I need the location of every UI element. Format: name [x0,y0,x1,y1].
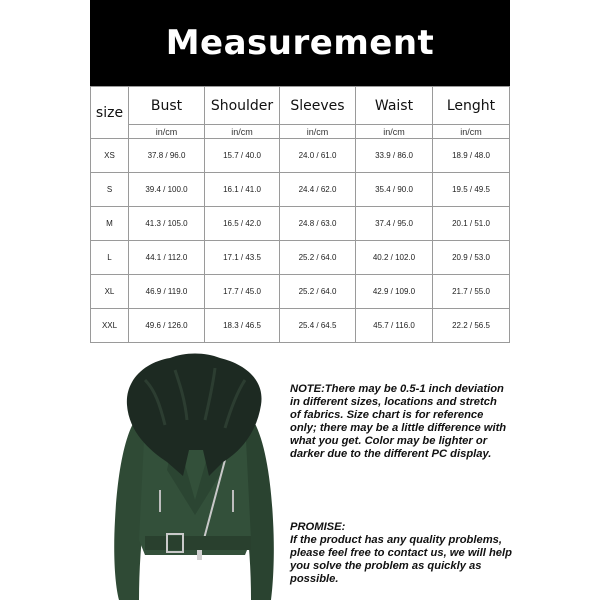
unit-label: in/cm [205,125,280,139]
waist-cell: 40.2 / 102.0 [356,241,433,275]
waist-cell: 37.4 / 95.0 [356,207,433,241]
promise-text: If the product has any quality problems, please feel free to contact us, we will help you solve the problem as quickly as possible. [290,534,512,585]
bust-cell: 49.6 / 126.0 [129,309,205,343]
sleeves-cell: 25.2 / 64.0 [280,275,356,309]
bust-cell: 46.9 / 119.0 [129,275,205,309]
waist-cell: 33.9 / 86.0 [356,139,433,173]
note-text: NOTE:There may be 0.5-1 inch deviation in different sizes, locations and stretch of fabrics. Size chart is for reference only; there may be a little difference with what you get. Color may be lighter or darker due to the different PC display. [290,383,507,460]
size-cell: XS [91,139,129,173]
table-header-row [91,87,510,125]
length-cell: 20.1 / 51.0 [433,207,510,241]
shoulder-cell: 17.7 / 45.0 [205,275,280,309]
column-header-size: size [91,87,129,139]
shoulder-cell: 18.3 / 46.5 [205,309,280,343]
table-row [91,139,510,173]
column-header-waist: Waist [356,87,433,125]
bust-cell: 41.3 / 105.0 [129,207,205,241]
waist-cell: 35.4 / 90.0 [356,173,433,207]
column-header-bust: Bust [129,87,205,125]
jacket-image [105,350,285,600]
shoulder-cell: 17.1 / 43.5 [205,241,280,275]
table-row [91,173,510,207]
column-header-shoulder: Shoulder [205,87,280,125]
sleeves-cell: 25.2 / 64.0 [280,241,356,275]
table-row [91,207,510,241]
size-cell: S [91,173,129,207]
sleeves-cell: 24.4 / 62.0 [280,173,356,207]
shoulder-cell: 16.1 / 41.0 [205,173,280,207]
table-row [91,275,510,309]
column-header-sleeves: Sleeves [280,87,356,125]
length-cell: 22.2 / 56.5 [433,309,510,343]
length-cell: 21.7 / 55.0 [433,275,510,309]
header-banner [90,0,510,86]
promise-title: PROMISE: [290,521,346,533]
size-cell: XL [91,275,129,309]
bust-cell: 44.1 / 112.0 [129,241,205,275]
waist-cell: 45.7 / 116.0 [356,309,433,343]
belt [145,536,251,550]
shoulder-cell: 15.7 / 40.0 [205,139,280,173]
size-cell: XXL [91,309,129,343]
length-cell: 19.5 / 49.5 [433,173,510,207]
bust-cell: 37.8 / 96.0 [129,139,205,173]
unit-label: in/cm [129,125,205,139]
unit-label: in/cm [280,125,356,139]
unit-row [91,125,510,139]
size-cell: L [91,241,129,275]
table-row [91,309,510,343]
waist-cell: 42.9 / 109.0 [356,275,433,309]
sleeves-cell: 24.0 / 61.0 [280,139,356,173]
size-cell: M [91,207,129,241]
unit-label: in/cm [356,125,433,139]
length-cell: 20.9 / 53.0 [433,241,510,275]
sleeves-cell: 24.8 / 63.0 [280,207,356,241]
sleeves-cell: 25.4 / 64.5 [280,309,356,343]
length-cell: 18.9 / 48.0 [433,139,510,173]
unit-label: in/cm [433,125,510,139]
bust-cell: 39.4 / 100.0 [129,173,205,207]
column-header-length: Lenght [433,87,510,125]
table-row [91,241,510,275]
size-chart-table [90,86,510,343]
shoulder-cell: 16.5 / 42.0 [205,207,280,241]
page-title: Measurement [165,23,435,63]
